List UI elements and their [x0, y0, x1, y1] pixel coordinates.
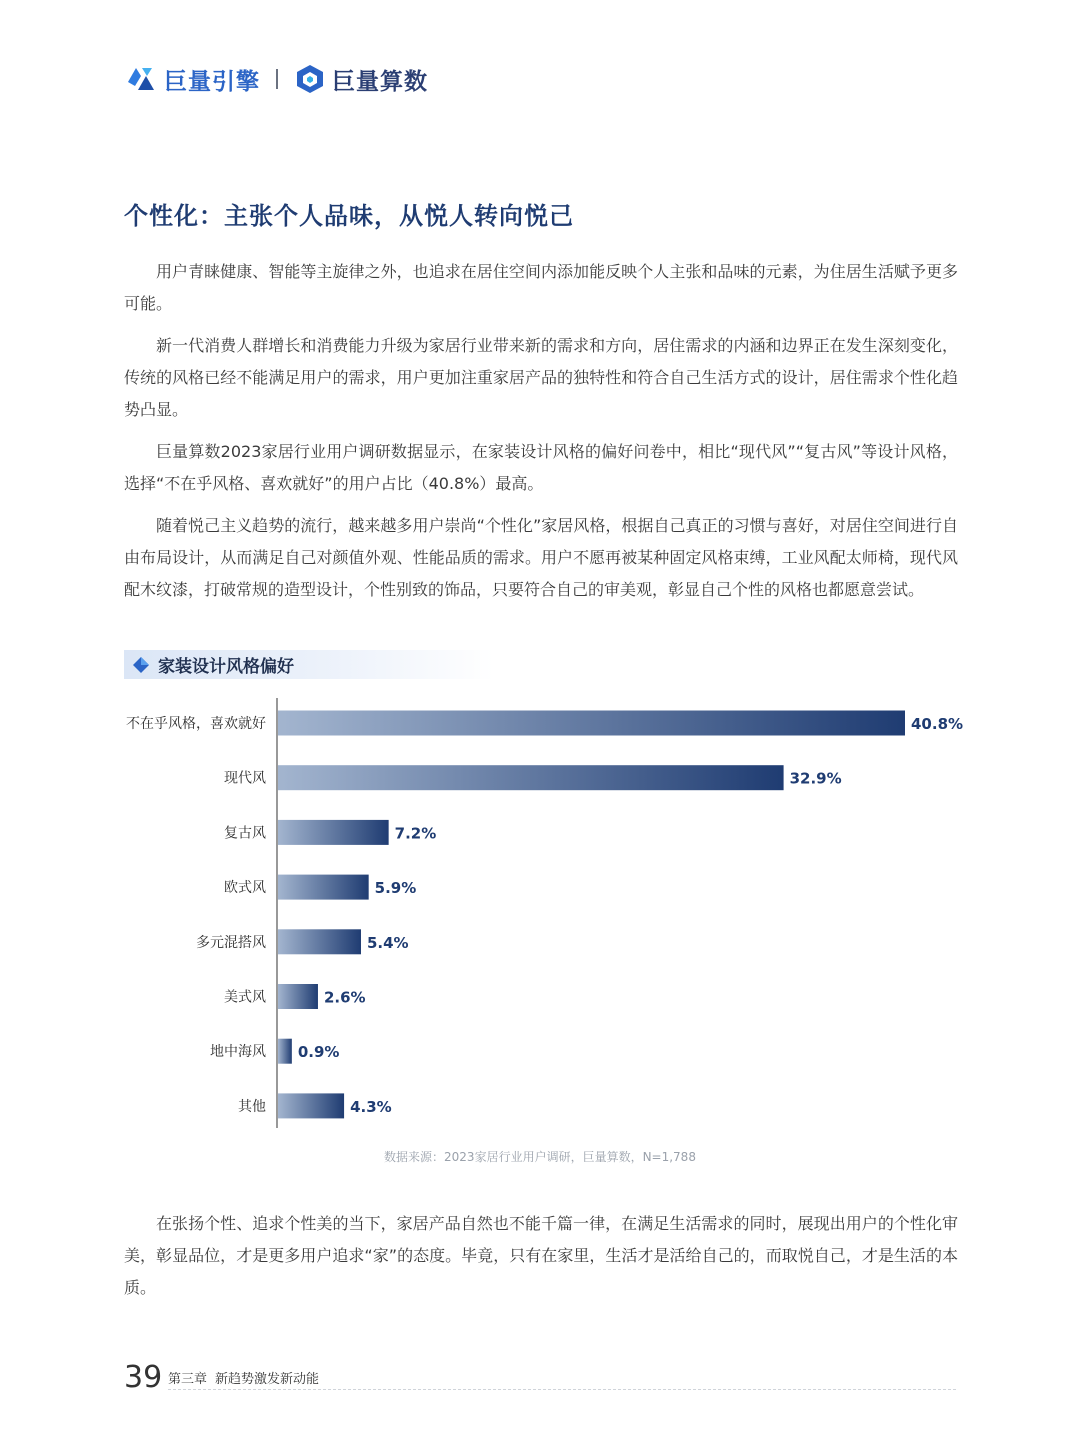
value-label: 5.4% [366, 933, 409, 952]
bar [278, 1093, 344, 1118]
bar [278, 929, 361, 954]
paragraph-3: 巨量算数2023家居行业用户调研数据显示，在家装设计风格的偏好问卷中，相比“现代风”“复古风”等设计风格，选择“不在乎风格、喜欢就好”的用户占比（40.8%）最高。 [124, 442, 958, 493]
value-label: 40.8% [911, 715, 964, 733]
header-logos [124, 60, 428, 98]
paragraph-4: 随着悦己主义趋势的流行，越来越多用户崇尚“个性化”家居风格，根据自己真正的习惯与喜好，对居住空间进行自由布局设计，从而满足自己对颜值外观、性能品质的需求。用户不愿再被某种固定风格束缚，工业风配太师椅，现代风配木纹漆，打破常规的造型设计，个性别致的饰品，只要符合自己的审美观，彰显自己个性的风格也都愿意尝试。 [124, 516, 958, 599]
diamond-icon [132, 656, 150, 674]
bar [278, 820, 389, 845]
brand-suanshu-name: 巨量算数 [332, 68, 428, 95]
category-label: 现代风 [224, 770, 266, 787]
category-label: 复古风 [224, 825, 266, 842]
bar [278, 875, 369, 900]
bar-chart [0, 690, 1080, 1140]
paragraph-1: 用户青睐健康、智能等主旋律之外，也追求在居住空间内添加能反映个人主张和品味的元素，为住居生活赋予更多可能。 [124, 262, 958, 313]
category-label: 多元混搭风 [196, 934, 266, 951]
category-label: 不在乎风格，喜欢就好 [126, 716, 266, 732]
juliang-suanshu-logo-icon [294, 63, 326, 95]
bar [278, 1039, 292, 1064]
paragraph-2: 新一代消费人群增长和消费能力升级为家居行业带来新的需求和方向，居住需求的内涵和边界正在发生深刻变化，传统的风格已经不能满足用户的需求，用户更加注重家居产品的独特性和符合自己生活方式的设计，居住需求个性化趋势凸显。 [124, 336, 958, 419]
chapter-label [168, 1368, 319, 1387]
category-label: 地中海风 [210, 1044, 266, 1061]
bar-chart-svg [0, 690, 1080, 1140]
page-title: 个性化：主张个人品味，从悦人转向悦己 [124, 202, 574, 230]
value-label: 0.9% [297, 1043, 340, 1062]
chapter-number: 第三章 [168, 1372, 208, 1387]
bar [278, 765, 784, 790]
footer-divider [168, 1389, 956, 1390]
chart-section-header [124, 650, 494, 679]
category-label: 美式风 [224, 989, 266, 1006]
category-label: 欧式风 [224, 880, 266, 897]
data-source-note: 数据来源：2023家居行业用户调研，巨量算数，N=1,788 [384, 1150, 696, 1164]
bar [278, 711, 905, 736]
value-label: 32.9% [789, 769, 842, 788]
value-label: 5.9% [374, 879, 417, 898]
category-label: 其他 [238, 1098, 266, 1115]
bar [278, 984, 318, 1009]
chart-title: 家装设计风格偏好 [158, 657, 294, 677]
value-label: 4.3% [350, 1097, 392, 1116]
brand-engine-name: 巨量引擎 [164, 68, 260, 95]
juliang-engine-logo-icon [124, 62, 158, 96]
value-label: 7.2% [394, 824, 437, 843]
page-number: 39 [124, 1360, 163, 1395]
logo-separator [276, 69, 278, 89]
chapter-title: 新趋势激发新动能 [215, 1372, 320, 1387]
value-label: 2.6% [323, 988, 366, 1007]
paragraph-5: 在张扬个性、追求个性美的当下，家居产品自然也不能千篇一律，在满足生活需求的同时，展现出用户的个性化审美，彰显品位，才是更多用户追求“家”的态度。毕竟，只有在家里，生活才是活给自己的，而取悦自己，才是生活的本质。 [124, 1214, 958, 1297]
